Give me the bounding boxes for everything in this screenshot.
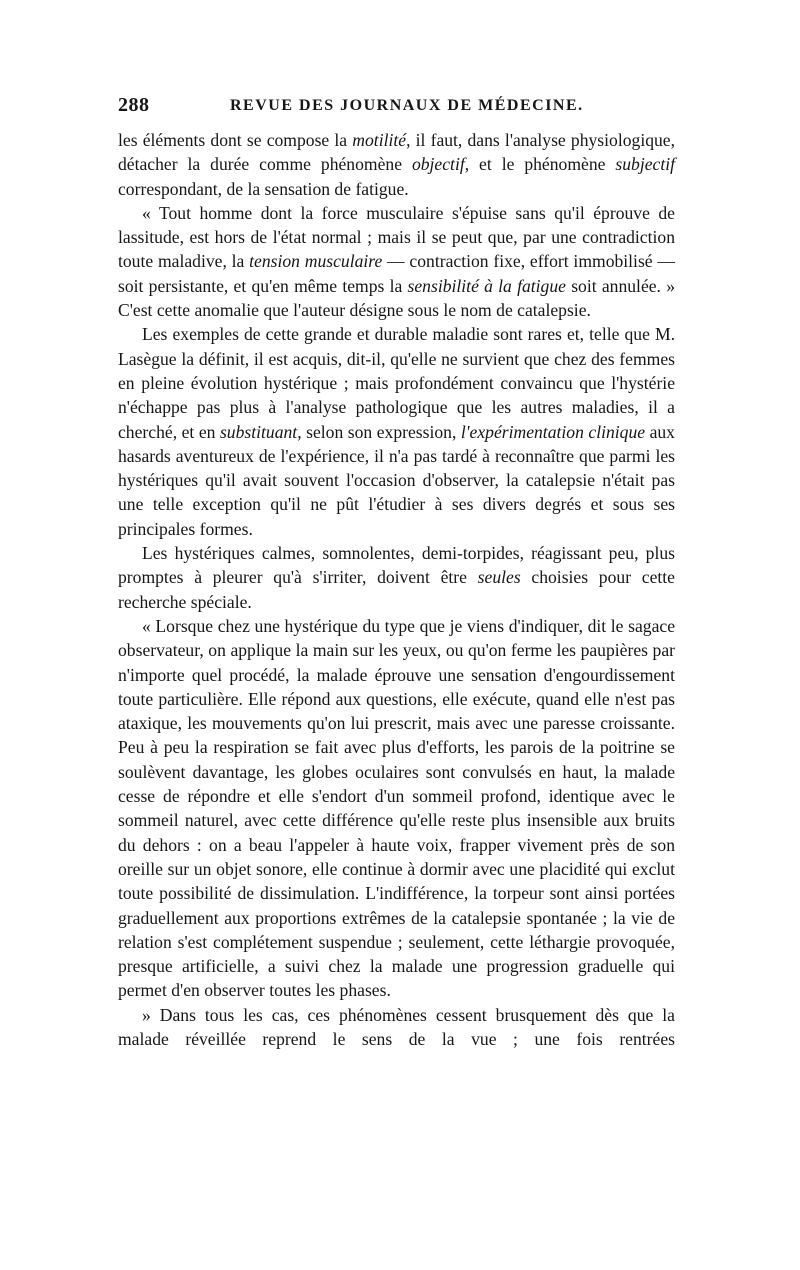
italic-text: motilité	[352, 130, 407, 150]
text-run: « Tout homme dont la force musculaire s'épuise sans qu'il éprouve de lassitude, est hors de l'état normal ; mais il se peut que, par une contradiction toute maladive, la	[118, 202, 675, 272]
text-run: , selon son expression,	[297, 421, 461, 442]
text-run: aux hasards aventureux de l'expérience, il n'a pas tardé à reconnaître que parmi les hystériques qu'il avait souvent l'occasion d'observer, la catalepsie n'était pas une telle exception qu'il ne pût l'étudier à ses divers degrés et sous ses principales formes.	[118, 421, 675, 539]
paragraph	[118, 322, 675, 541]
running-header	[118, 94, 678, 120]
italic-text: sensibilité à la fatigue	[407, 275, 566, 296]
italic-text: tension musculaire	[249, 251, 383, 272]
italic-text: substituant	[219, 421, 298, 442]
paragraph	[118, 201, 675, 322]
italic-text: objectif	[411, 154, 465, 175]
text-run: » Dans tous les cas, ces phénomènes cessent brusquement dès que la malade réveillée reprend le sens de la vue ; une fois rentrées	[118, 1004, 675, 1049]
page-number: 288	[118, 94, 150, 116]
paragraph	[118, 128, 675, 201]
paragraph	[118, 541, 675, 614]
body-text	[118, 128, 675, 1051]
text-run: , et le phénomène	[464, 154, 616, 175]
text-run: — contraction fixe, effort immobilisé — soit persistante, et qu'en même temps la	[118, 251, 675, 296]
text-run: Les hystériques calmes, somnolentes, demi-torpides, réagissant peu, plus promptes à pleurer qu'à s'irriter, doivent être	[118, 543, 675, 588]
running-title: REVUE DES JOURNAUX DE MÉDECINE.	[230, 97, 584, 114]
italic-text: seules	[477, 567, 521, 588]
text-run: Les exemples de cette grande et durable maladie sont rares et, telle que M. Lasègue la définit, il est acquis, dit-il, qu'elle ne survient que chez des femmes en pleine évolution hystérique ; mais profondément convaincu que l'hystérie n'échappe pas plus à l'analyse pathologique que les autres maladies, il a cherché, et en	[118, 324, 675, 442]
paragraph	[118, 614, 675, 1003]
paragraph	[118, 1003, 675, 1052]
italic-text: l'expérimentation clinique	[460, 421, 646, 442]
text-run: choisies pour cette recherche spéciale.	[118, 567, 675, 612]
italic-text: subjectif	[615, 154, 676, 175]
text-run: soit annulée. » C'est cette anomalie que l'auteur désigne sous le nom de catalepsie.	[118, 275, 675, 321]
text-run: , il faut, dans l'analyse physiologique, détacher la durée comme phénomène	[118, 130, 676, 175]
text-run: correspondant, de la sensation de fatigue.	[118, 178, 409, 199]
text-run: « Lorsque chez une hystérique du type que je viens d'indiquer, dit le sagace observateur, on applique la main sur les yeux, ou qu'on ferme les paupières par n'importe quel procédé, la malade éprouve une sensation d'engourdissement toute particulière. Elle répond aux questions, elle exécute, quand elle n'est pas ataxique, les mouvements qu'on lui prescrit, mais avec une paresse croissante. Peu à peu la respiration se fait avec plus d'efforts, les parois de la poitrine se soulèvent davantage, les globes oculaires sont convulsés en haut, la malade cesse de répondre et elle s'endort d'un sommeil profond, identique avec le sommeil naturel, avec cette différence qu'elle reste plus insensible aux bruits du dehors : on a beau l'appeler à haute voix, frapper vivement près de son oreille sur un objet sonore, elle continue à dormir avec une placidité qui exclut toute possibilité de dissimulation. L'indifférence, la torpeur sont ainsi portées graduellement aux proportions extrêmes de la catalepsie spontanée ; la vie de relation s'est complétement suspendue ; seulement, cette léthargie provoquée, presque artificielle, a suivi chez la malade une progression graduelle qui permet d'en observer toutes les phases.	[118, 615, 675, 1001]
text-run: les éléments dont se compose la	[118, 130, 353, 150]
